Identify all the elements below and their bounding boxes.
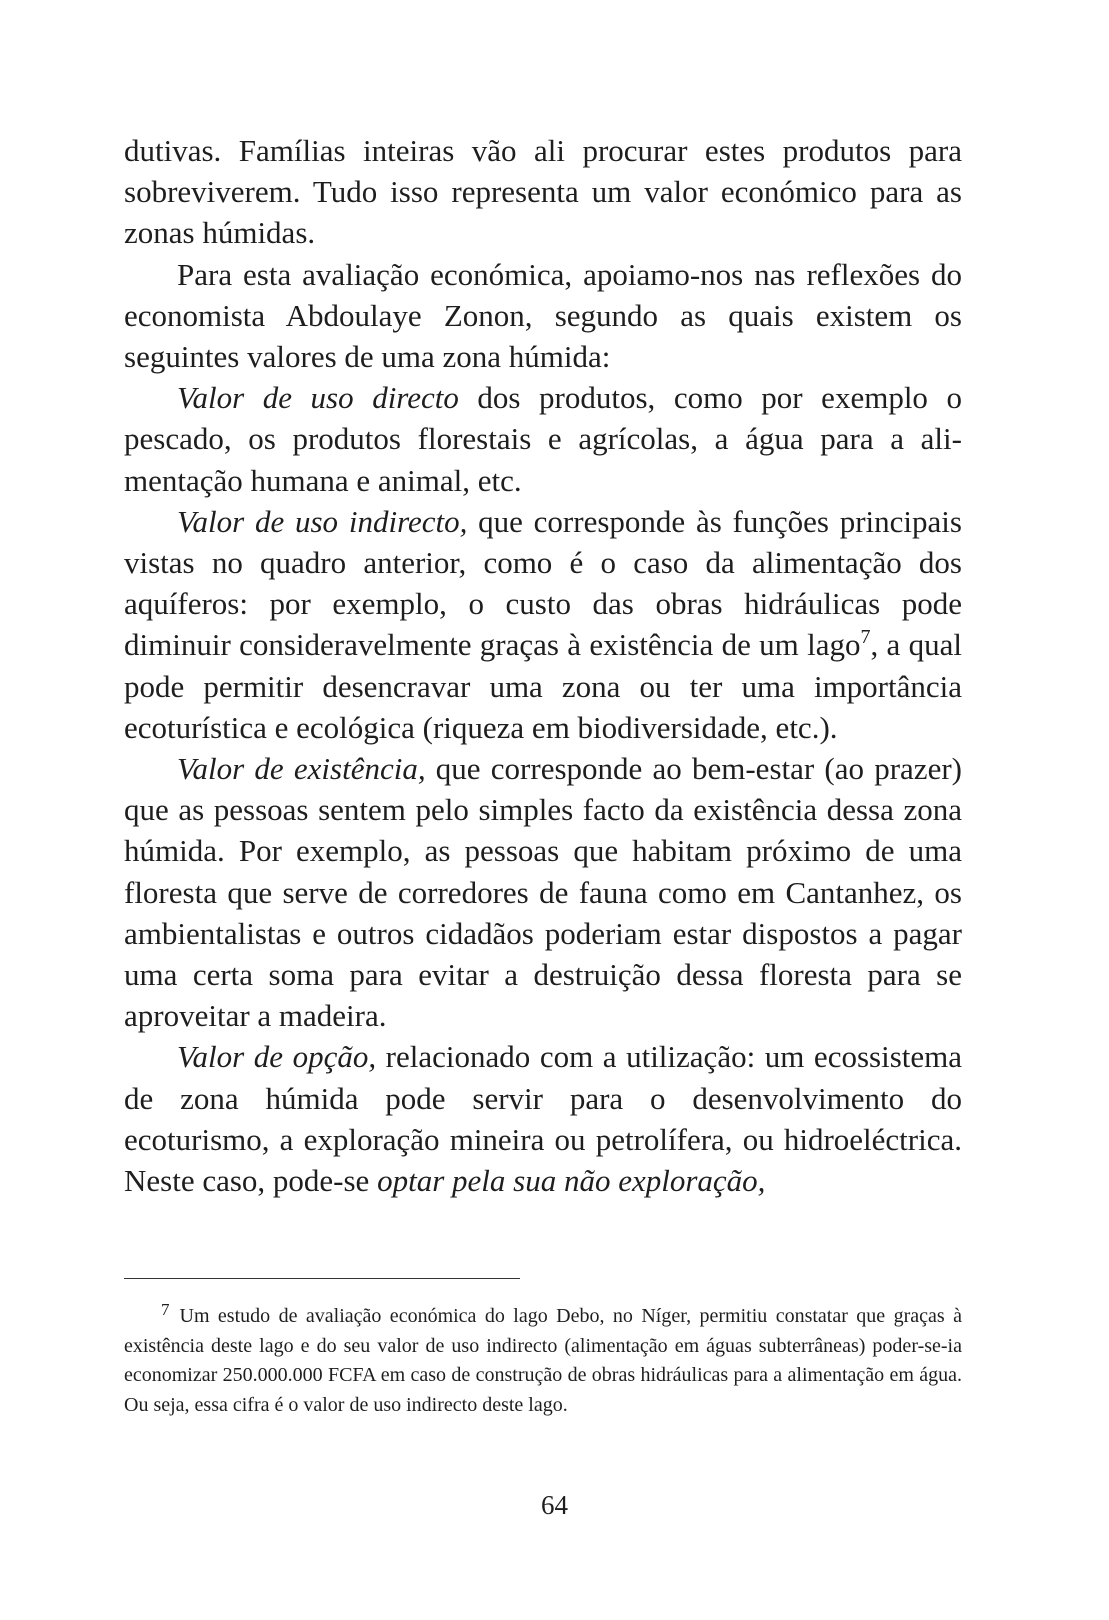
term-indirect-use-value: Valor de uso indirecto,: [177, 503, 468, 539]
paragraph-option-value: [124, 1036, 962, 1201]
footnote-reference[interactable]: 7: [860, 626, 871, 649]
page-number: 64: [541, 1490, 568, 1520]
paragraph-intro-values: Para esta avaliação económica, apoiamo-nos nas reflexões do economista Abdoulaye Zonon, segundo as quais existem os seguintes valores de uma zona húmida:: [124, 256, 962, 375]
option-value-text: relacionado com a utilização: um ecossistema de zona húmida pode servir para o desenvolvimento do ecoturismo, a exploração mineira ou petrolífera, ou hidroeléctrica. Neste caso, pode-se: [124, 1039, 963, 1199]
main-text: [124, 130, 962, 1201]
footnote-marker: 7: [161, 1300, 170, 1319]
footnote-text: Um estudo de avaliação económica do lago Debo, no Níger, permitiu constatar que graças à existência deste lago e do seu valor de uso indirecto (alimentação em águas subterrâneas) poder-se-ia economizar 250.000.000 FCFA em caso de construção de obras hidráulicas para a alimentação em água. Ou seja, essa cifra é o valor de uso indirecto deste lago.: [124, 1305, 962, 1416]
paragraph-direct-use-value: [124, 377, 962, 501]
footnote-divider: [124, 1278, 520, 1279]
term-direct-use-value: Valor de uso directo: [177, 380, 459, 416]
paragraph-existence-value: [124, 748, 962, 1036]
footnote-paragraph: [124, 1295, 962, 1420]
existence-value-text: que corresponde ao bem-estar (ao prazer) que as pessoas sentem pelo simples facto da existência dessa zona húmida. Por exemplo, as pessoas que habitam próximo de uma floresta que serve de corredores de fauna como em Cantanhez, os ambientalistas e outros cidadãos poderiam estar dispostos a pagar uma certa soma para evitar a destruição dessa floresta para se aproveitar a madeira.: [124, 751, 962, 1034]
paragraph-continuation: dutivas. Famílias inteiras vão ali procurar estes produtos para sobreviverem. Tudo isso representa um valor económico para as zonas húmidas.: [124, 133, 962, 251]
option-value-emphasis: optar pela sua não exploração,: [377, 1163, 766, 1199]
paragraph-indirect-use-value: [124, 501, 962, 748]
direct-use-value-text: dos produtos, como por exemplo o pescado, os produtos florestais e agrícolas, a água para a alimentação humana e animal, etc.: [124, 380, 962, 498]
indirect-use-value-text-a: que corresponde às funções principais vistas no quadro anterior, como é o caso da alimentação dos aquíferos: por exemplo, o custo das obras hidráulicas pode diminuir consideravelmente graças à existência de um lago: [124, 503, 962, 663]
footnote: [124, 1295, 962, 1420]
term-existence-value: Valor de existência,: [177, 751, 426, 787]
indirect-use-value-text-b: , a qual pode permitir desencravar uma zona ou ter uma importância ecoturística e ecológica (riqueza em biodiversidade, etc.).: [124, 627, 962, 745]
term-option-value: Valor de opção,: [177, 1039, 377, 1075]
